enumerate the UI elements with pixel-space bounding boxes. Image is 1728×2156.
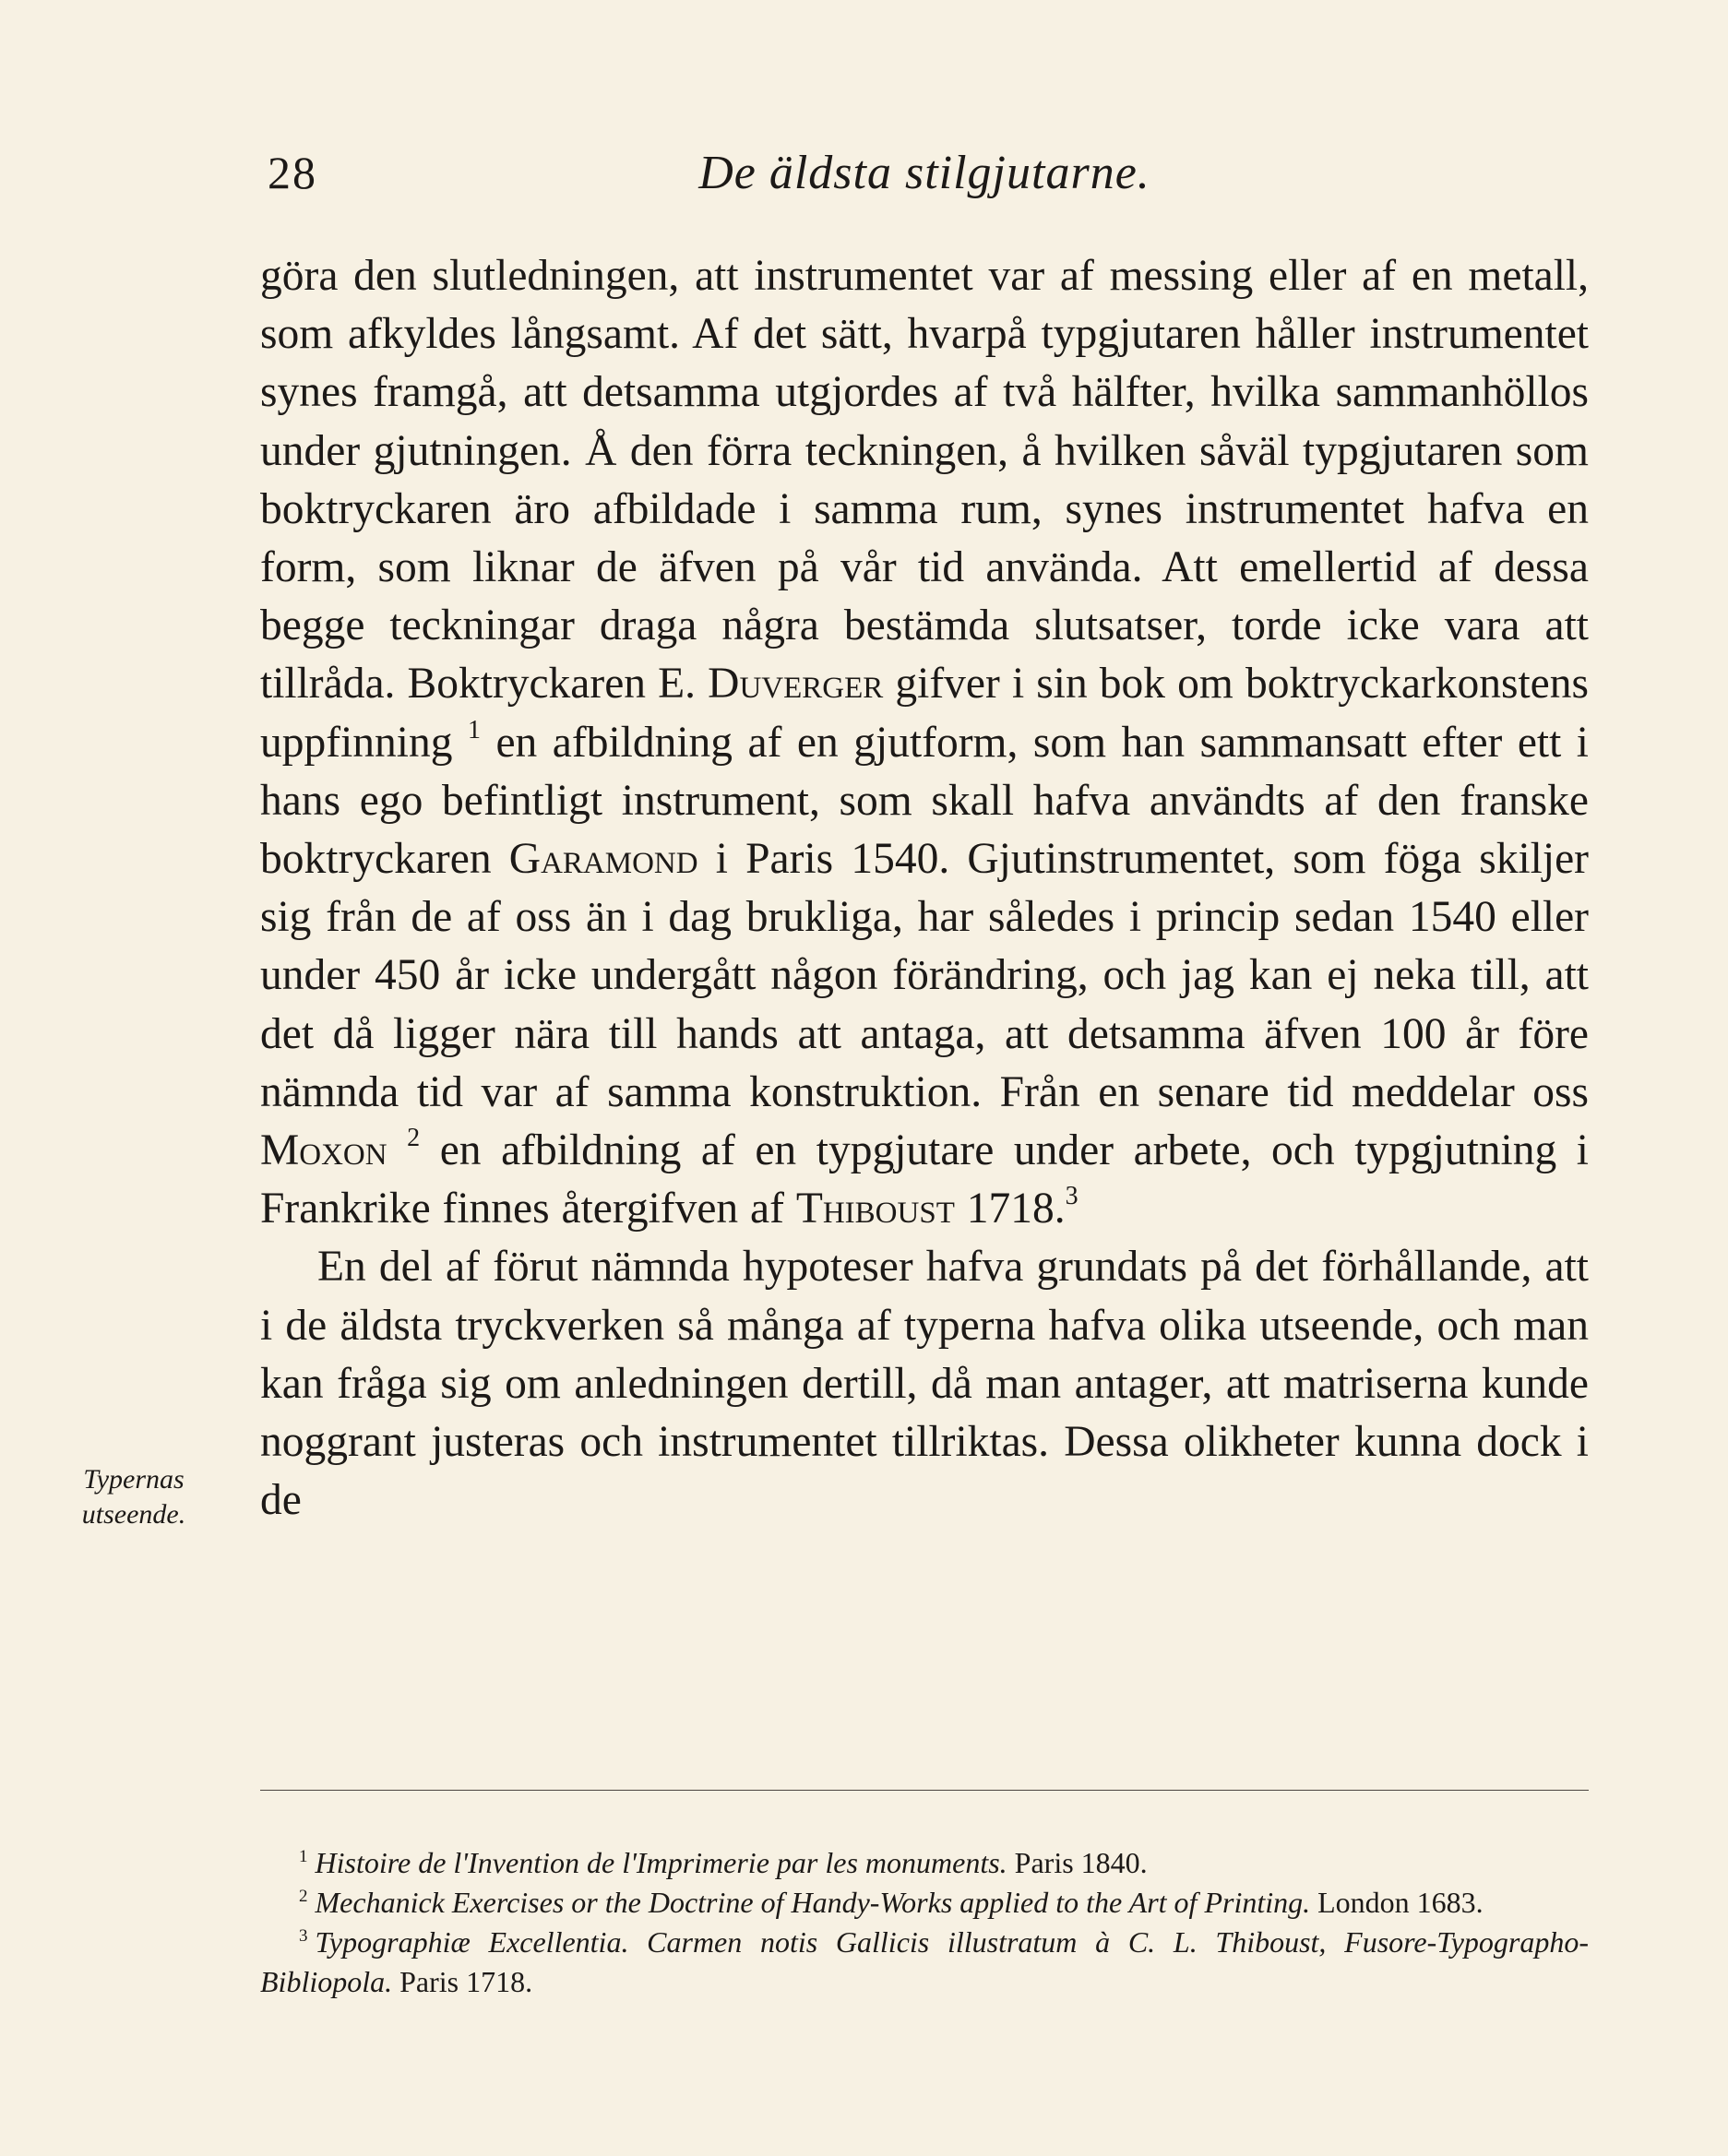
margin-note [37,1462,231,1532]
paragraph-1-text-2: gifver i sin bok om boktryckarkonstens uppfinning [260,660,1589,767]
running-title: De äldsta stilgjutarne. [698,147,1150,199]
paragraph-1 [260,247,1589,1238]
footnote-ref-3[interactable]: 3 [1065,1182,1079,1211]
footnote-1 [260,1843,1589,1883]
footnote-citation: Paris 1718. [392,1965,533,1998]
footnote-ref-1[interactable]: 1 [467,715,481,744]
paragraph-1-text-6: 1718. [954,1185,1066,1233]
footnotes [260,1843,1589,2002]
person-name-thiboust: Thiboust [795,1185,955,1233]
footnote-mark: 3 [299,1926,308,1946]
footnote-title: Histoire de l'Invention de l'Imprimerie par les monuments. [315,1846,1007,1879]
page-number: 28 [268,147,317,198]
footnote-title: Mechanick Exercises or the Doctrine of Handy-Works applied to the Art of Printing. [315,1886,1311,1919]
footnote-citation: London 1683. [1310,1886,1484,1919]
footnote-mark: 2 [299,1887,308,1906]
paragraph-1-text-3: en afbildning af en gjutform, som han sammansatt efter ett i hans ego befintligt instrument, som skall hafva användts af den franske boktryckaren [260,718,1590,884]
footnote-ref-2[interactable]: 2 [407,1124,421,1153]
paragraph-1-text-1: göra den slutledningen, att instrumentet var af messing eller af en metall, som afkyldes långsamt. Af det sätt, hvarpå typgjutaren håller instrumentet synes framgå, att detsamma utgjordes af två hälfter, hvilka sammanhöllos under gjutningen. Å den förra teckningen, å hvilken såväl typgjutaren som boktryckaren äro afbildade i samma rum, synes instrumentet hafva en form, som liknar de äfven på vår tid använda. Att emellertid af dessa begge teckningar draga några bestämda slutsatser, torde icke vara att tillråda. Boktryckaren E. [260,252,1589,709]
margin-note-line-1: Typernas [83,1464,185,1495]
paragraph-1-text-4: i Paris 1540. Gjutinstrumentet, som föga skiljer sig från de af oss än i dag brukliga, har således i princip sedan 1540 eller under 450 år icke undergått någon förändring, och jag kan ej neka till, att det då ligger nära till hands att antaga, att detsamma äfven 100 år före nämnda tid var af samma konstruktion. Från en senare tid meddelar oss [260,835,1589,1116]
running-header [260,146,1589,210]
person-name-moxon: Moxon [260,1126,387,1175]
paragraph-1-text-5: en afbildning af en typgjutare under arbete, och typgjutning i Frankrike finnes återgifven af [260,1126,1589,1233]
footnote-mark: 1 [299,1847,308,1866]
person-name-garamond: Garamond [508,835,698,884]
body-text [260,247,1589,1530]
margin-note-line-2: utseende. [81,1499,186,1530]
footnote-divider [260,1790,1589,1791]
person-name-duverger: Duverger [708,660,884,709]
footnote-title: Typographiæ Excellentia. Carmen notis Gallicis illustratum à C. L. Thiboust, Fusore-Typographo-Bibliopola. [260,1925,1589,1998]
footnote-3 [260,1923,1589,2002]
footnote-citation: Paris 1840. [1007,1846,1148,1879]
footnote-2 [260,1883,1589,1923]
paragraph-2: En del af förut nämnda hypoteser hafva grundats på det förhållande, att i de äldsta tryckverken så många af typerna hafva olika utseende, och man kan fråga sig om anledningen dertill, då man antager, att matriserna kunde noggrant justeras och instrumentet tillriktas. Dessa olikheter kunna dock i de [260,1243,1589,1525]
